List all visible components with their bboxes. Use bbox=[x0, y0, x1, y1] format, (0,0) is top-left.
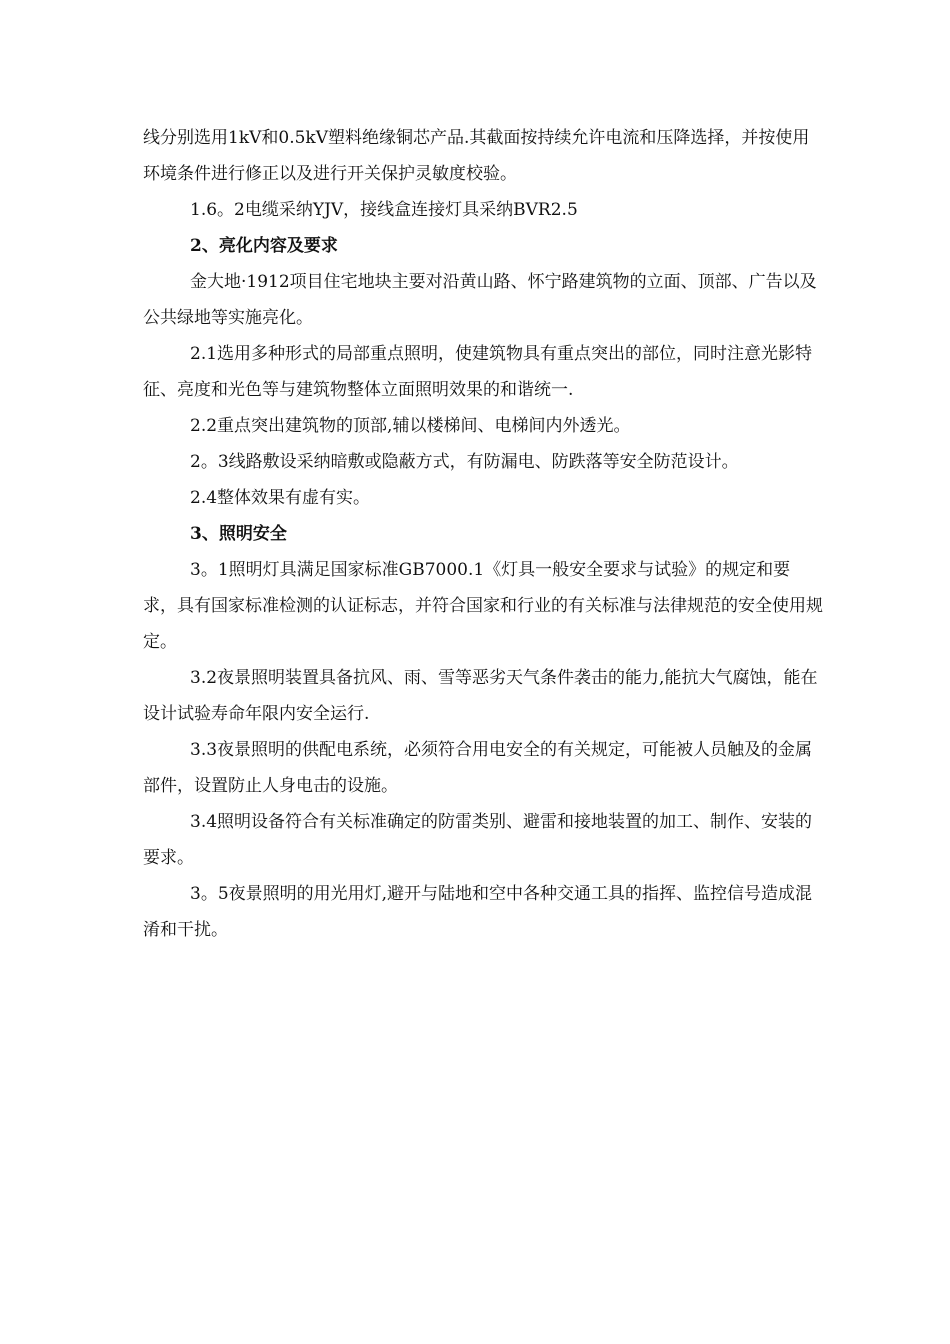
paragraph-3-2: 3.2夜景照明装置具备抗风、雨、雪等恶劣天气条件袭击的能力,能抗大气腐蚀，能在设计试验寿命年限内安全运行. bbox=[143, 668, 818, 724]
paragraph-2-1: 2.1选用多种形式的局部重点照明，使建筑物具有重点突出的部位，同时注意光影特征、亮度和光色等与建筑物整体立面照明效果的和谐统一. bbox=[143, 344, 813, 400]
paragraph-3-5: 3。5夜景照明的用光用灯,避开与陆地和空中各种交通工具的指挥、监控信号造成混淆和干扰。 bbox=[143, 884, 813, 940]
paragraph-1-6-2: 1.6。2电缆采纳YJV，接线盒连接灯具采纳BVR2.5 bbox=[190, 200, 578, 220]
paragraph-cable-selection: 线分别选用1kV和0.5kV塑料绝缘铜芯产品.其截面按持续允许电流和压降选择，并按使用环境条件进行修正以及进行开关保护灵敏度校验。 bbox=[143, 128, 810, 184]
paragraph-3-1: 3。1照明灯具满足国家标准GB7000.1《灯具一般安全要求与试验》的规定和要求，具有国家标准检测的认证标志，并符合国家和行业的有关标准与法律规范的安全使用规定。 bbox=[143, 560, 823, 652]
paragraph-2-4: 2.4整体效果有虚有实。 bbox=[190, 488, 371, 508]
section-heading-2: 2、亮化内容及要求 bbox=[190, 236, 338, 256]
paragraph-2-2: 2.2重点突出建筑物的顶部,辅以楼梯间、电梯间内外透光。 bbox=[190, 416, 631, 436]
paragraph-3-3: 3.3夜景照明的供配电系统，必须符合用电安全的有关规定，可能被人员触及的金属部件，设置防止人身电击的设施。 bbox=[143, 740, 813, 796]
paragraph-2-3: 2。3线路敷设采纳暗敷或隐蔽方式，有防漏电、防跌落等安全防范设计。 bbox=[190, 452, 739, 472]
section-heading-3: 3、照明安全 bbox=[190, 524, 287, 544]
paragraph-3-4: 3.4照明设备符合有关标准确定的防雷类别、避雷和接地装置的加工、制作、安装的要求。 bbox=[143, 812, 813, 868]
document-body bbox=[143, 120, 823, 948]
paragraph-project-scope: 金大地·1912项目住宅地块主要对沿黄山路、怀宁路建筑物的立面、顶部、广告以及公共绿地等实施亮化。 bbox=[143, 272, 817, 328]
